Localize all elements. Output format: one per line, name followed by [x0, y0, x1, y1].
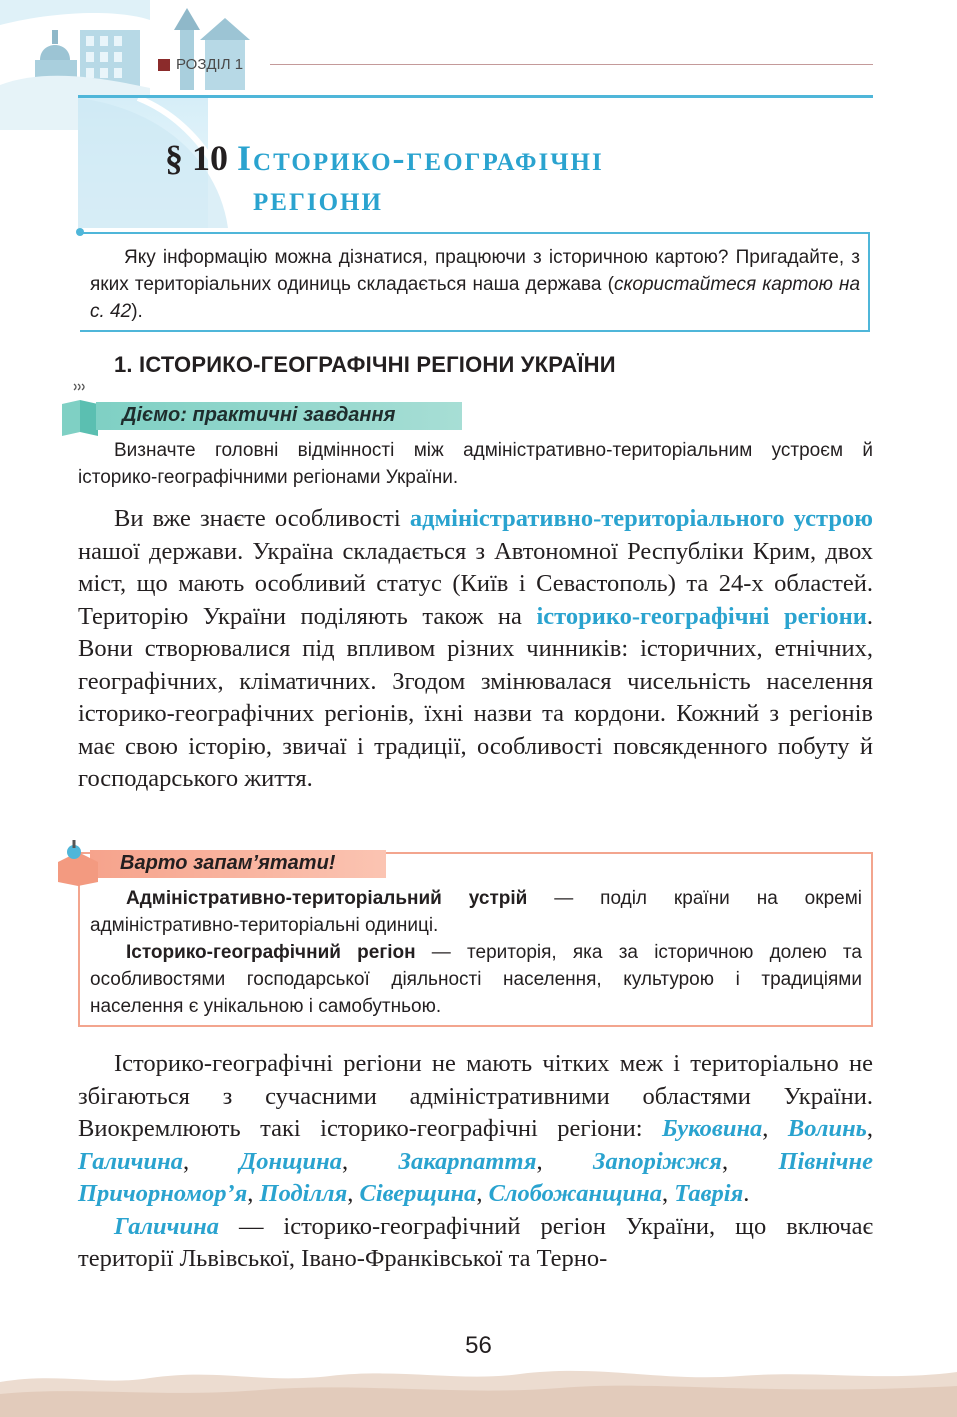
- regions-paragraph: [78, 1048, 873, 1211]
- region-galychyna: Галичина: [114, 1212, 219, 1240]
- region-name: Таврія: [674, 1180, 744, 1207]
- term-admin-structure: адміністративно-територіального устрою: [409, 505, 873, 532]
- definition-text: — поділ країни на окремі адміністративно-територіальні одиниці.: [90, 888, 862, 936]
- intro-question: [90, 244, 860, 325]
- region-separator: ,: [762, 1115, 788, 1142]
- main-paragraph-1: [78, 503, 873, 796]
- region-separator: ,: [536, 1147, 593, 1175]
- text-part: Ви вже знаєте особливості: [114, 505, 410, 532]
- definition-1: [90, 885, 862, 939]
- section-square-icon: [158, 59, 170, 71]
- question-text: Яку інформацію можна дізнатися, працюючи з історичною картою? Пригадайте, з яких територіальних одиниць складається наша держава (: [90, 247, 860, 295]
- region-name: Донщина: [239, 1147, 342, 1175]
- region-separator: ,: [347, 1180, 360, 1207]
- region-name: Буковина: [662, 1115, 763, 1142]
- paragraph-number: § 10: [165, 138, 228, 178]
- text-part: Історико-географічні регіони не мають чітких меж і територіально не збігаються з сучасними адміністративними областями України. Виокремлюють такі історико-географічні регіони:: [78, 1050, 873, 1142]
- definition-term: Історико-географічний регіон: [126, 942, 416, 963]
- title-line-1: Історико-географічні: [237, 138, 604, 178]
- subheading: 1. ІСТОРИКО-ГЕОГРАФІЧНІ РЕГІОНИ УКРАЇНИ: [114, 352, 616, 377]
- task-label: Діємо: практичні завдання: [122, 404, 396, 426]
- footer-landscape: [0, 1352, 957, 1417]
- region-separator: ,: [476, 1180, 489, 1207]
- title-line-2: регіони: [253, 178, 383, 218]
- region-separator: ,: [866, 1115, 873, 1142]
- section-text: РОЗДІЛ 1: [176, 56, 244, 73]
- section-divider: [270, 64, 873, 65]
- book-icon: [60, 382, 100, 438]
- text-part: нашої держави. Україна складається з Автономної Республіки Крим, двох міст, що мають особливий статус (Київ і Севастополь) та 24-х областей. Територію України поділяють також на: [78, 537, 873, 630]
- region-name: Північне Причорномор’я: [78, 1147, 874, 1207]
- page-title: [165, 138, 865, 218]
- region-separator: ,: [662, 1180, 675, 1207]
- galychyna-paragraph: [78, 1211, 873, 1276]
- definition-text: — територія, яка за історичною долею та особливостями господарської діяльності населення, культурою і традиціями населення є унікальною і самобутньою.: [90, 942, 862, 1017]
- region-separator: ,: [342, 1147, 399, 1175]
- region-name: Галичина: [78, 1147, 183, 1175]
- section-label: [158, 56, 243, 73]
- region-name: Волинь: [787, 1115, 867, 1142]
- region-separator: ,: [247, 1180, 260, 1207]
- main-text-1: [78, 503, 873, 796]
- text-part: — історико-географічний регіон України, що включає території Львівської, Івано-Франківської та Терно-: [78, 1212, 873, 1272]
- question-end: ).: [131, 301, 143, 322]
- region-name: Запоріжжя: [593, 1147, 722, 1175]
- remember-label: Варто запам’ятати!: [120, 852, 336, 874]
- region-name: Закарпаття: [398, 1147, 537, 1175]
- region-name: Слобожанщина: [488, 1180, 663, 1207]
- task-text: Визначте головні відмінності між адміністративно-територіальним устроєм й історико-географічними регіонами України.: [78, 440, 873, 488]
- page-number: 56: [465, 1332, 492, 1359]
- text-part: . Вони створювалися під впливом різних чинників: історичних, етнічних, географічних, кліматичних. Згодом змінювалася чисельність населення історико-географічних регіонів, їхні назви та кордони. Кожний з регіонів має свою історію, звичаї і традиції, особливості повсякденного побуту й господарського життя.: [78, 602, 873, 792]
- region-name: Поділля: [259, 1180, 348, 1207]
- region-name: Сіверщина: [359, 1180, 477, 1207]
- definition-term: Адміністративно-територіальний устрій: [126, 888, 528, 909]
- exclamation-icon: [56, 838, 100, 886]
- text-part: .: [743, 1180, 750, 1207]
- region-separator: ,: [721, 1147, 779, 1175]
- definition-2: [90, 939, 862, 1020]
- question-hint: скористайтеся картою на с. 42: [90, 274, 861, 322]
- main-text-2: [78, 1048, 873, 1276]
- remember-definitions: [90, 885, 862, 1020]
- region-separator: ,: [182, 1147, 240, 1175]
- term-historical-regions: історико-географічні регіони: [536, 602, 867, 630]
